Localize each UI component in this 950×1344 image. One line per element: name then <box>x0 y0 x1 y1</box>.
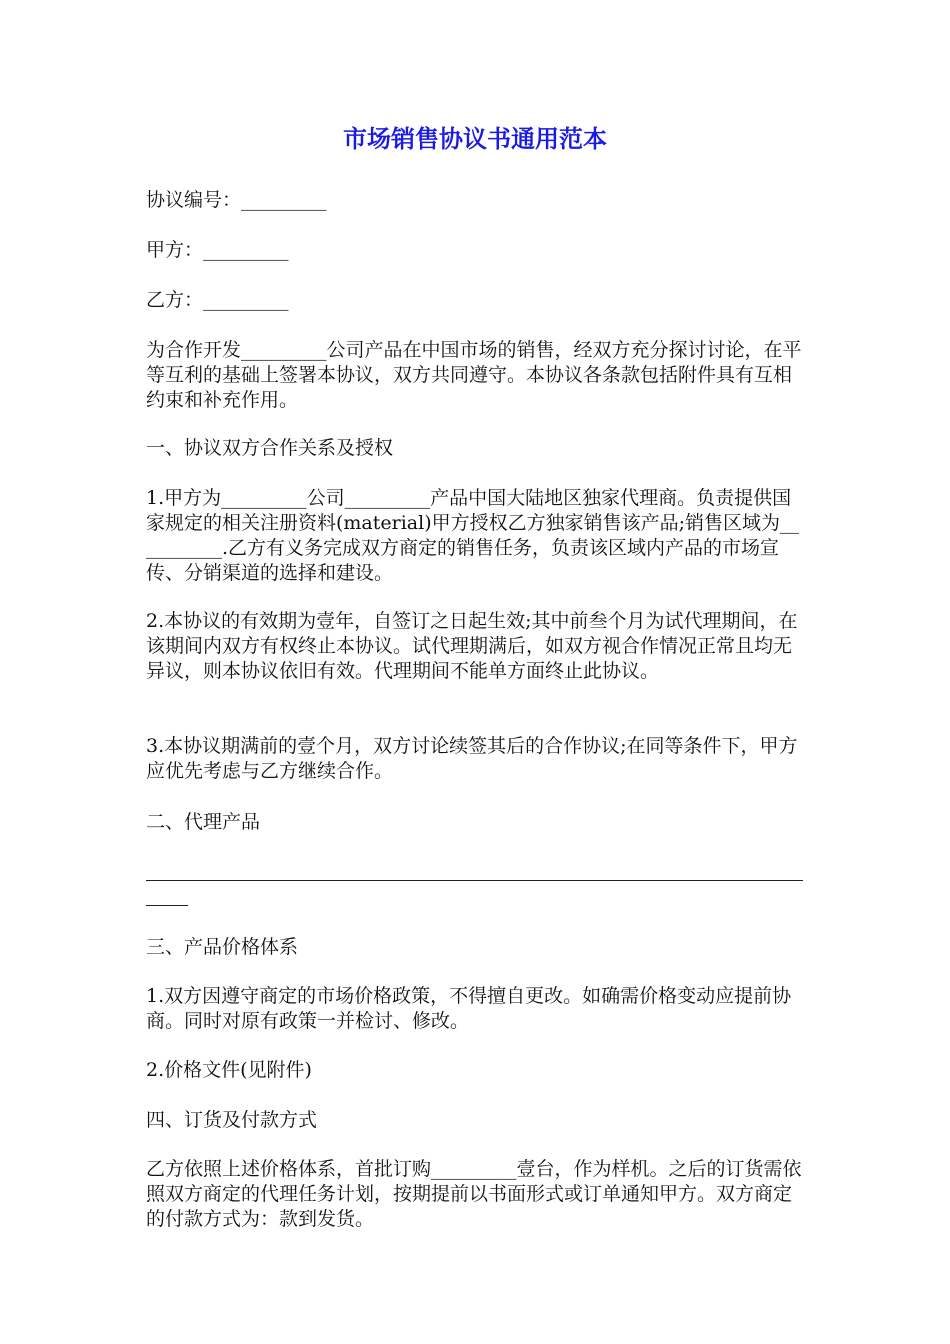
section-2-heading: 二、代理产品 <box>146 811 261 833</box>
intro-paragraph: 为合作开发_________公司产品在中国市场的销售，经双方充分探讨讨论，在平等互利的基础上签署本协议，双方共同遵守。本协议各条款包括附件具有互相约束和补充作用。 <box>146 339 802 411</box>
party-b-field: 乙方：_________ <box>146 289 289 311</box>
section-1-item-2: 2.本协议的有效期为壹年，自签订之日起生效;其中前叁个月为试代理期间，在该期间内双方有权终止本协议。试代理期满后，如双方视合作情况正常且均无异议，则本协议依旧有效。代理期间不能单方面终止此协议。 <box>146 610 798 682</box>
section-3-item-2: 2.价格文件(见附件) <box>146 1059 312 1081</box>
section-1-item-3: 3.本协议期满前的壹个月，双方讨论续签其后的合作协议;在同等条件下，甲方应优先考虑与乙方继续合作。 <box>146 735 798 782</box>
section-4-heading: 四、订货及付款方式 <box>146 1109 318 1131</box>
product-blank-line <box>146 880 803 881</box>
section-3-heading: 三、产品价格体系 <box>146 936 299 958</box>
section-3-item-1: 1.双方因遵守商定的市场价格政策，不得擅自更改。如确需价格变动应提前协商。同时对原有政策一并检讨、修改。 <box>146 985 792 1032</box>
party-a-field: 甲方：_________ <box>146 239 289 261</box>
agreement-number-field: 协议编号：_________ <box>146 189 327 211</box>
document-title: 市场销售协议书通用范本 <box>343 125 607 153</box>
section-4-body: 乙方依照上述价格体系，首批订购_________壹台，作为样机。之后的订货需依照双方商定的代理任务计划，按期提前以书面形式或订单通知甲方。双方商定的付款方式为：款到发货。 <box>146 1158 802 1230</box>
section-1-item-1: 1.甲方为_________公司_________产品中国大陆地区独家代理商。负责提供国家规定的相关注册资料(material)甲方授权乙方独家销售该产品;销售区域为__________.乙方有义务完成双方商定的销售任务，负责该区域内产品的市场宣传、分销渠道的选择和建设。 <box>146 487 800 584</box>
section-1-heading: 一、协议双方合作关系及授权 <box>146 437 394 459</box>
product-blank-line-continued <box>146 905 188 906</box>
